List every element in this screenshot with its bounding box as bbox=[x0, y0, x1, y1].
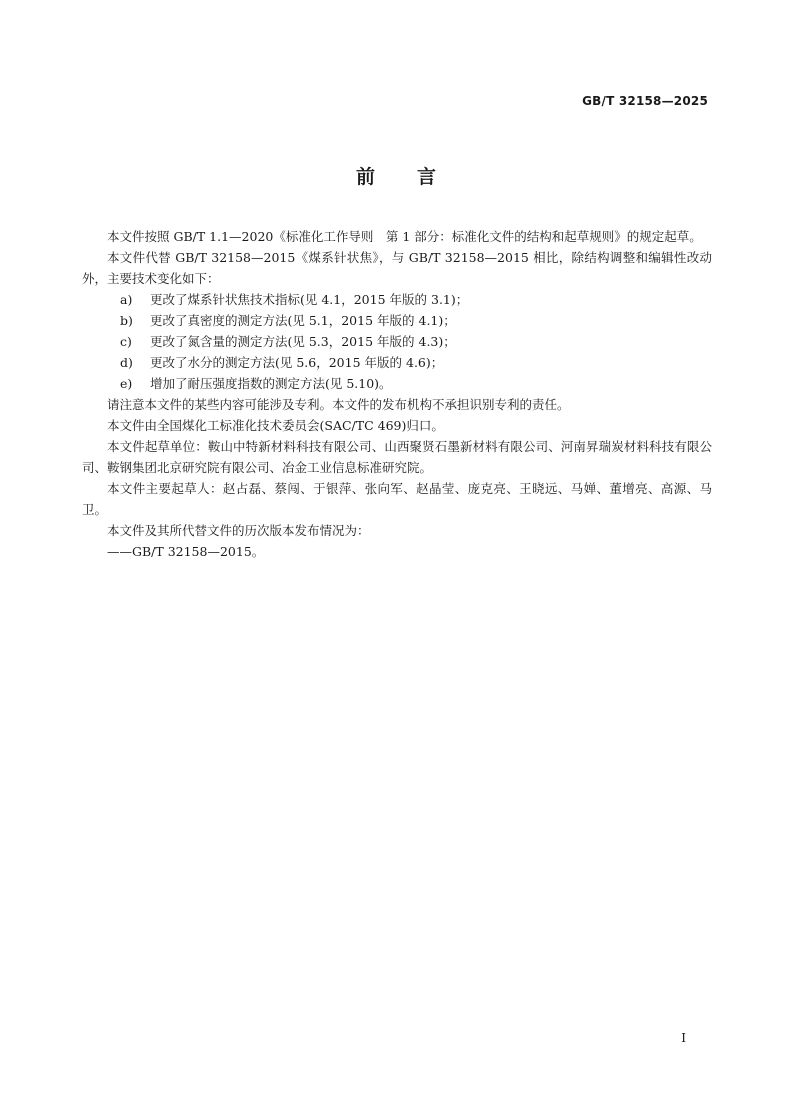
paragraph-version-history: 本文件及其所代替文件的历次版本发布情况为： bbox=[107, 523, 370, 538]
title-char-1: 前 bbox=[355, 166, 375, 188]
paragraph-committee: 本文件由全国煤化工标准化技术委员会(SAC/TC 469)归口。 bbox=[107, 418, 444, 433]
list-item-label: a) bbox=[120, 292, 133, 307]
list-item-label: c) bbox=[120, 334, 132, 349]
list-item-text: 更改了水分的测定方法(见 5.6，2015 年版的 4.6)； bbox=[150, 355, 444, 370]
standard-code: GB/T 32158—2025 bbox=[582, 94, 708, 108]
list-item-text: 增加了耐压强度指数的测定方法(见 5.10)。 bbox=[150, 376, 392, 391]
list-item bbox=[82, 310, 712, 331]
paragraph-previous-edition: ——GB/T 32158—2015。 bbox=[107, 544, 265, 559]
list-item-text: 更改了真密度的测定方法(见 5.1，2015 年版的 4.1)； bbox=[150, 313, 456, 328]
list-item bbox=[82, 352, 712, 373]
paragraph-drafting-units: 本文件起草单位：鞍山中特新材料科技有限公司、山西聚贤石墨新材料有限公司、河南昇瑞炭材料科技有限公司、鞍钢集团北京研究院有限公司、冶金工业信息标准研究院。 bbox=[82, 439, 712, 475]
page-title bbox=[0, 162, 792, 189]
list-item-label: d) bbox=[120, 355, 133, 370]
list-item bbox=[82, 331, 712, 352]
list-item-text: 更改了氮含量的测定方法(见 5.3，2015 年版的 4.3)； bbox=[150, 334, 456, 349]
list-item-label: b) bbox=[120, 313, 133, 328]
list-item-text: 更改了煤系针状焦技术指标(见 4.1，2015 年版的 3.1)； bbox=[150, 292, 469, 307]
paragraph-replacement: 本文件代替 GB/T 32158—2015《煤系针状焦》，与 GB/T 32158—2015 相比，除结构调整和编辑性改动外，主要技术变化如下： bbox=[82, 250, 712, 286]
foreword-body bbox=[82, 226, 712, 562]
paragraph-drafters: 本文件主要起草人：赵占磊、蔡闯、于银萍、张向军、赵晶莹、庞克亮、王晓远、马婵、董增亮、高源、马卫。 bbox=[82, 481, 712, 517]
title-char-2: 言 bbox=[417, 166, 437, 188]
list-item bbox=[82, 289, 712, 310]
paragraph-drafting-basis: 本文件按照 GB/T 1.1—2020《标准化工作导则 第 1 部分：标准化文件的结构和起草规则》的规定起草。 bbox=[107, 229, 702, 244]
page-number: I bbox=[681, 1031, 686, 1045]
list-item bbox=[82, 373, 712, 394]
paragraph-patent-notice: 请注意本文件的某些内容可能涉及专利。本文件的发布机构不承担识别专利的责任。 bbox=[107, 397, 570, 412]
list-item-label: e) bbox=[120, 376, 133, 391]
